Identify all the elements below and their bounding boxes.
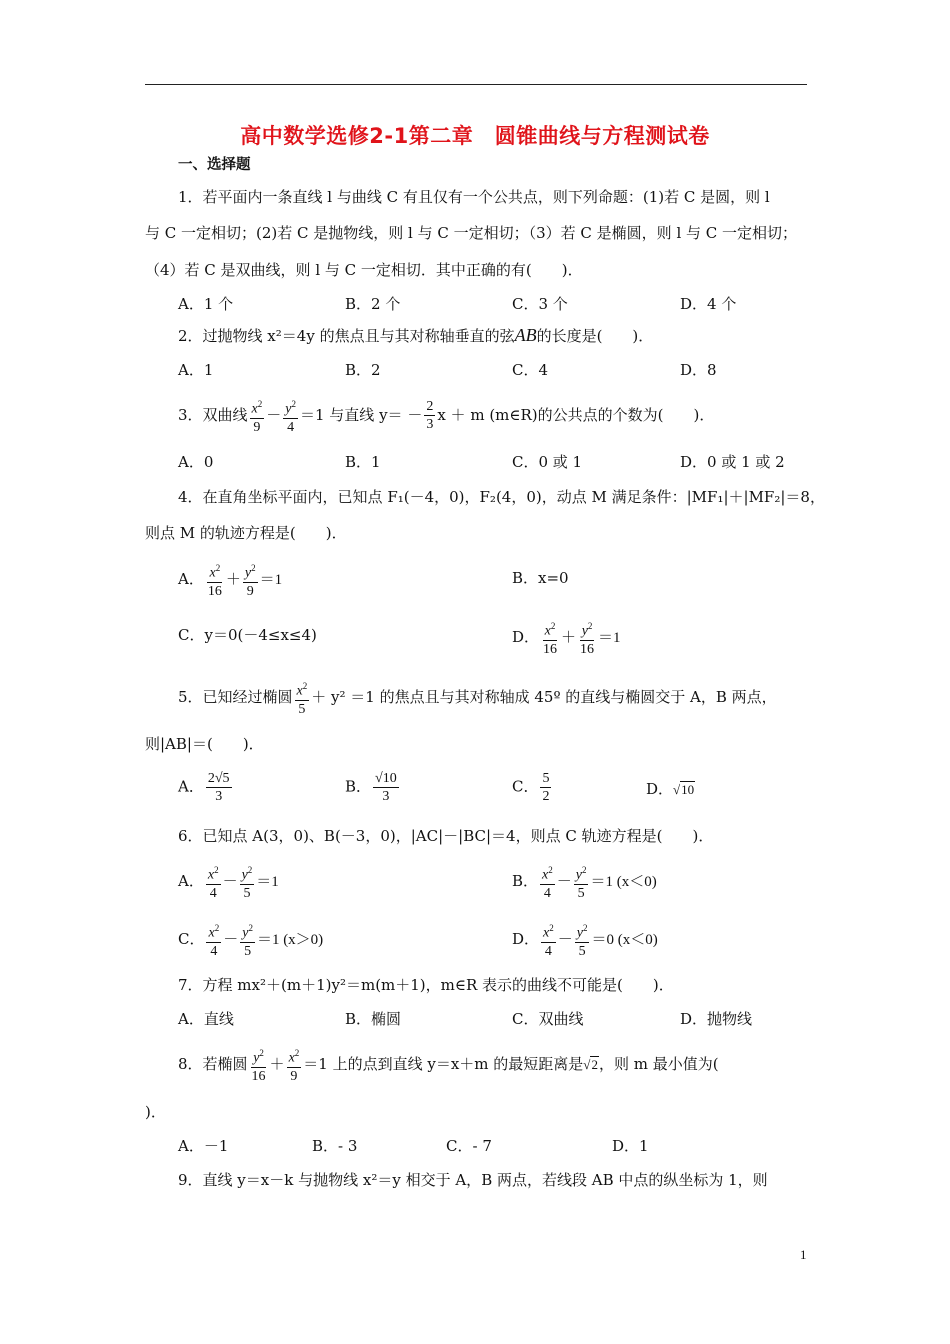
q3-option-a: A．0 bbox=[178, 453, 214, 471]
q8-option-c: C．- 7 bbox=[446, 1137, 492, 1155]
q1-option-a: A．1 个 bbox=[178, 295, 234, 313]
header-rule bbox=[145, 84, 807, 85]
q3-stem: 3．双曲线 $\frac{x^2}{9}$ － $\frac{y^2}{4}$ ＝1 与直线 y＝ － $\frac{2}{3}$ x ＋ m (m∈R)的公共点的个数为( )． bbox=[178, 396, 714, 436]
q1-line-3: （4）若 C 是双曲线，则 l 与 C 一定相切．其中正确的有( )． bbox=[145, 261, 583, 279]
q2-stem-pre: 2．过抛物线 x²＝4y 的焦点且与其对称轴垂直的弦 bbox=[178, 327, 515, 345]
q1-option-d: D．4 个 bbox=[680, 295, 737, 313]
q3-post: x ＋ m (m∈R)的公共点的个数为( )． bbox=[437, 405, 715, 424]
q4-option-a: A． $\frac{x^2}{16}$ ＋ $\frac{y^2}{9}$ ＝1 bbox=[178, 560, 282, 600]
q7-option-a: A．直线 bbox=[178, 1010, 234, 1028]
q6-option-b: B． $\frac{x^2}{4}$ － $\frac{y^2}{5}$ ＝1 (x＜0) bbox=[512, 862, 657, 902]
q1-option-c: C．3 个 bbox=[512, 295, 568, 313]
q2-option-c: C．4 bbox=[512, 361, 549, 379]
page-title: 高中数学选修2-1第二章 圆锥曲线与方程测试卷 bbox=[240, 124, 710, 148]
q4-line-1: 4．在直角坐标平面内，已知点 F₁(－4，0)，F₂(4，0)，动点 M 满足条件：|MF₁|＋|MF₂|＝8， bbox=[178, 488, 825, 506]
section-heading: 一、选择题 bbox=[178, 157, 251, 173]
q3-fraction-x: $\frac{x^2}{9}$ bbox=[250, 396, 265, 436]
q5-stem: 5．已知经过椭圆 $\frac{x^2}{5}$ ＋ y² ＝1 的焦点且与其对称轴成 45º 的直线与椭圆交于 A，B 两点， bbox=[178, 678, 777, 718]
q6-option-a: A． $\frac{x^2}{4}$ － $\frac{y^2}{5}$ ＝1 bbox=[178, 862, 279, 902]
q3-option-d: D．0 或 1 或 2 bbox=[680, 453, 785, 471]
q4-option-b: B．x=0 bbox=[512, 569, 569, 587]
q8-line-2: )． bbox=[145, 1103, 166, 1121]
q4-option-c: C．y＝0(－4≤x≤4) bbox=[178, 626, 317, 644]
q6-option-d: D． $\frac{x^2}{4}$ － $\frac{y^2}{5}$ ＝0 (x＜0) bbox=[512, 920, 658, 960]
q1-line-2: 与 C 一定相切；(2)若 C 是抛物线，则 l 与 C 一定相切；（3）若 C 是椭圆，则 l 与 C 一定相切； bbox=[145, 224, 798, 242]
q2-stem bbox=[178, 325, 653, 346]
q5-option-c: C． $\frac{5}{2}$ bbox=[512, 771, 550, 804]
q2-option-a: A．1 bbox=[178, 361, 214, 379]
q2-option-d: D．8 bbox=[680, 361, 717, 379]
q2-option-b: B．2 bbox=[345, 361, 381, 379]
q3-fraction-y: $\frac{y^2}{4}$ bbox=[283, 396, 298, 436]
q4-line-2: 则点 M 的轨迹方程是( )． bbox=[145, 524, 347, 542]
q3-option-c: C．0 或 1 bbox=[512, 453, 583, 471]
q8-option-a: A．－1 bbox=[178, 1137, 229, 1155]
q5-option-a: A． $\frac{2√5}{3}$ bbox=[178, 771, 230, 804]
q7-option-d: D．抛物线 bbox=[680, 1010, 753, 1028]
q5-option-d: D．√10 bbox=[646, 780, 695, 798]
q1-line-1: 1．若平面内一条直线 l 与曲线 C 有且仅有一个公共点，则下列命题：(1)若 C 是圆，则 l bbox=[178, 188, 770, 206]
q2-stem-post: 的长度是( )． bbox=[536, 327, 654, 345]
q7-stem: 7．方程 mx²＋(m＋1)y²＝m(m＋1)，m∈R 表示的曲线不可能是( )． bbox=[178, 976, 674, 994]
q6-stem: 6．已知点 A(3，0)、B(－3，0)，|AC|－|BC|＝4，则点 C 轨迹方程是( )． bbox=[178, 827, 714, 845]
q8-option-b: B．- 3 bbox=[312, 1137, 358, 1155]
q1-option-b: B．2 个 bbox=[345, 295, 401, 313]
q3-option-b: B．1 bbox=[345, 453, 381, 471]
q7-option-b: B．椭圆 bbox=[345, 1010, 402, 1028]
q3-fraction-slope: $\frac{2}{3}$ bbox=[426, 399, 434, 433]
q2-chord-ab: AB bbox=[514, 325, 537, 345]
q8-option-d: D．1 bbox=[612, 1137, 649, 1155]
page-number: 1 bbox=[800, 1247, 807, 1262]
q8-stem: 8．若椭圆 $\frac{y^2}{16}$ ＋ $\frac{x^2}{9}$ ＝1 上的点到直线 y＝x＋m 的最短距离是√2，则 m 最小值为( bbox=[178, 1045, 719, 1085]
q3-mid: ＝1 与直线 y＝ － bbox=[300, 405, 423, 424]
q9-line-1: 9．直线 y＝x－k 与抛物线 x²＝y 相交于 A，B 两点，若线段 AB 中点的纵坐标为 1，则 bbox=[178, 1171, 768, 1189]
q3-pre: 3．双曲线 bbox=[178, 405, 248, 424]
q4-option-d: D． $\frac{x^2}{16}$ ＋ $\frac{y^2}{16}$ ＝1 bbox=[512, 618, 621, 658]
q5-line-2: 则|AB|＝( )． bbox=[145, 735, 264, 753]
q7-option-c: C．双曲线 bbox=[512, 1010, 584, 1028]
q6-option-c: C． $\frac{x^2}{4}$ － $\frac{y^2}{5}$ ＝1 (x＞0) bbox=[178, 920, 323, 960]
q5-option-b: B． $\frac{√10}{3}$ bbox=[345, 771, 397, 804]
